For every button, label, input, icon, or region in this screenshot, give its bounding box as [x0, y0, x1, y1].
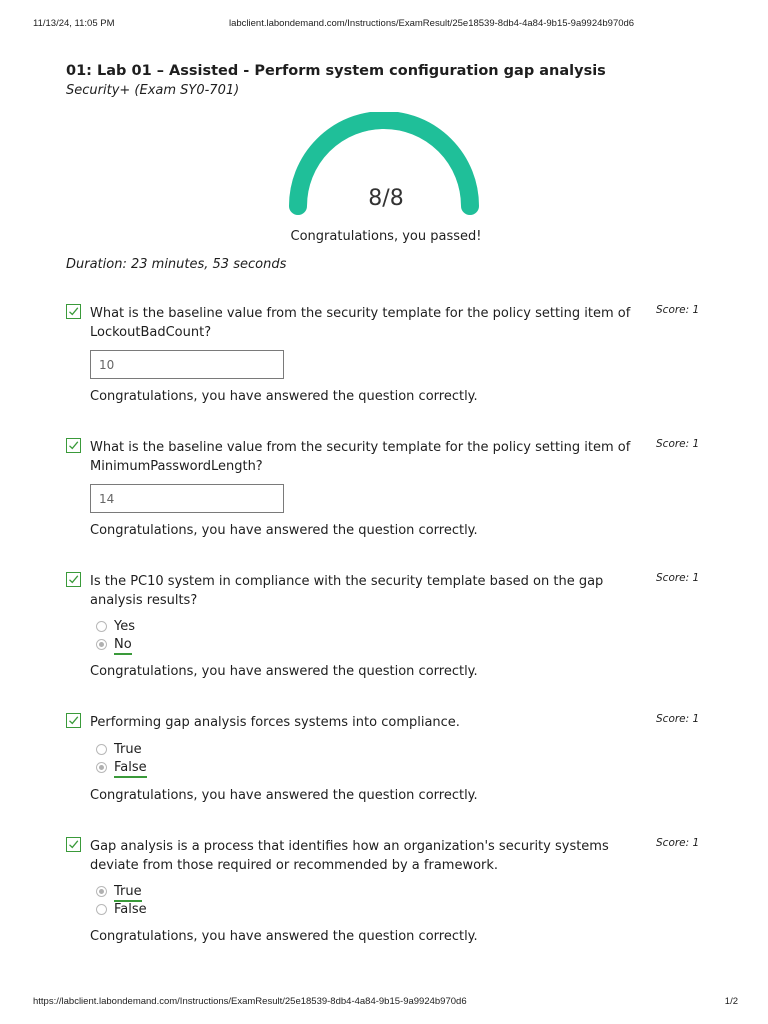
question-text: What is the baseline value from the security template for the policy setting item of LockoutBadCount?	[90, 306, 631, 340]
option-label-correct: False	[114, 760, 147, 778]
answer-feedback: Congratulations, you have answered the question correctly.	[90, 788, 478, 803]
print-datetime: 11/13/24, 11:05 PM	[33, 18, 115, 29]
answer-field: 10	[90, 350, 284, 379]
radio-unselected	[96, 904, 107, 915]
answer-feedback: Congratulations, you have answered the question correctly.	[90, 389, 478, 404]
correct-check-icon	[66, 713, 81, 728]
exam-duration: Duration: 23 minutes, 53 seconds	[66, 257, 287, 272]
radio-selected	[96, 886, 107, 897]
question-text: Performing gap analysis forces systems into compliance.	[90, 715, 460, 730]
page-subtitle: Security+ (Exam SY0-701)	[66, 83, 240, 98]
print-footer-url: https://labclient.labondemand.com/Instructions/ExamResult/25e18539-8db4-4a84-9b15-9a9924b970d6	[33, 996, 467, 1007]
option-label: True	[114, 742, 142, 757]
print-page-number: 1/2	[724, 996, 738, 1007]
correct-check-icon	[66, 837, 81, 852]
answer-feedback: Congratulations, you have answered the question correctly.	[90, 523, 478, 538]
answer-field: 14	[90, 484, 284, 513]
question-score: Score: 1	[656, 304, 700, 316]
radio-unselected	[96, 744, 107, 755]
print-url: labclient.labondemand.com/Instructions/ExamResult/25e18539-8db4-4a84-9b15-9a9924b970d6	[229, 18, 635, 29]
answer-feedback: Congratulations, you have answered the question correctly.	[90, 929, 478, 944]
question-score: Score: 1	[656, 837, 700, 849]
correct-check-icon	[66, 572, 81, 587]
question-text: Gap analysis is a process that identifies how an organization's security systems deviate from those required or recommended by a framework.	[90, 839, 609, 873]
question-score: Score: 1	[656, 713, 700, 725]
radio-selected	[96, 762, 107, 773]
option-label: False	[114, 902, 147, 917]
question-score: Score: 1	[656, 438, 700, 450]
question-text: Is the PC10 system in compliance with the security template based on the gap analysis results?	[90, 574, 604, 608]
question-text: What is the baseline value from the security template for the policy setting item of MinimumPasswordLength?	[90, 440, 631, 474]
score-value: 8/8	[368, 186, 404, 211]
option-label-correct: True	[114, 884, 142, 902]
radio-selected	[96, 639, 107, 650]
correct-check-icon	[66, 304, 81, 319]
correct-check-icon	[66, 438, 81, 453]
option-label-correct: No	[114, 637, 132, 655]
option-label: Yes	[114, 619, 135, 634]
pass-message: Congratulations, you passed!	[290, 229, 482, 244]
radio-unselected	[96, 621, 107, 632]
page-title: 01: Lab 01 – Assisted - Perform system configuration gap analysis	[66, 63, 606, 79]
answer-feedback: Congratulations, you have answered the question correctly.	[90, 664, 478, 679]
question-score: Score: 1	[656, 572, 700, 584]
